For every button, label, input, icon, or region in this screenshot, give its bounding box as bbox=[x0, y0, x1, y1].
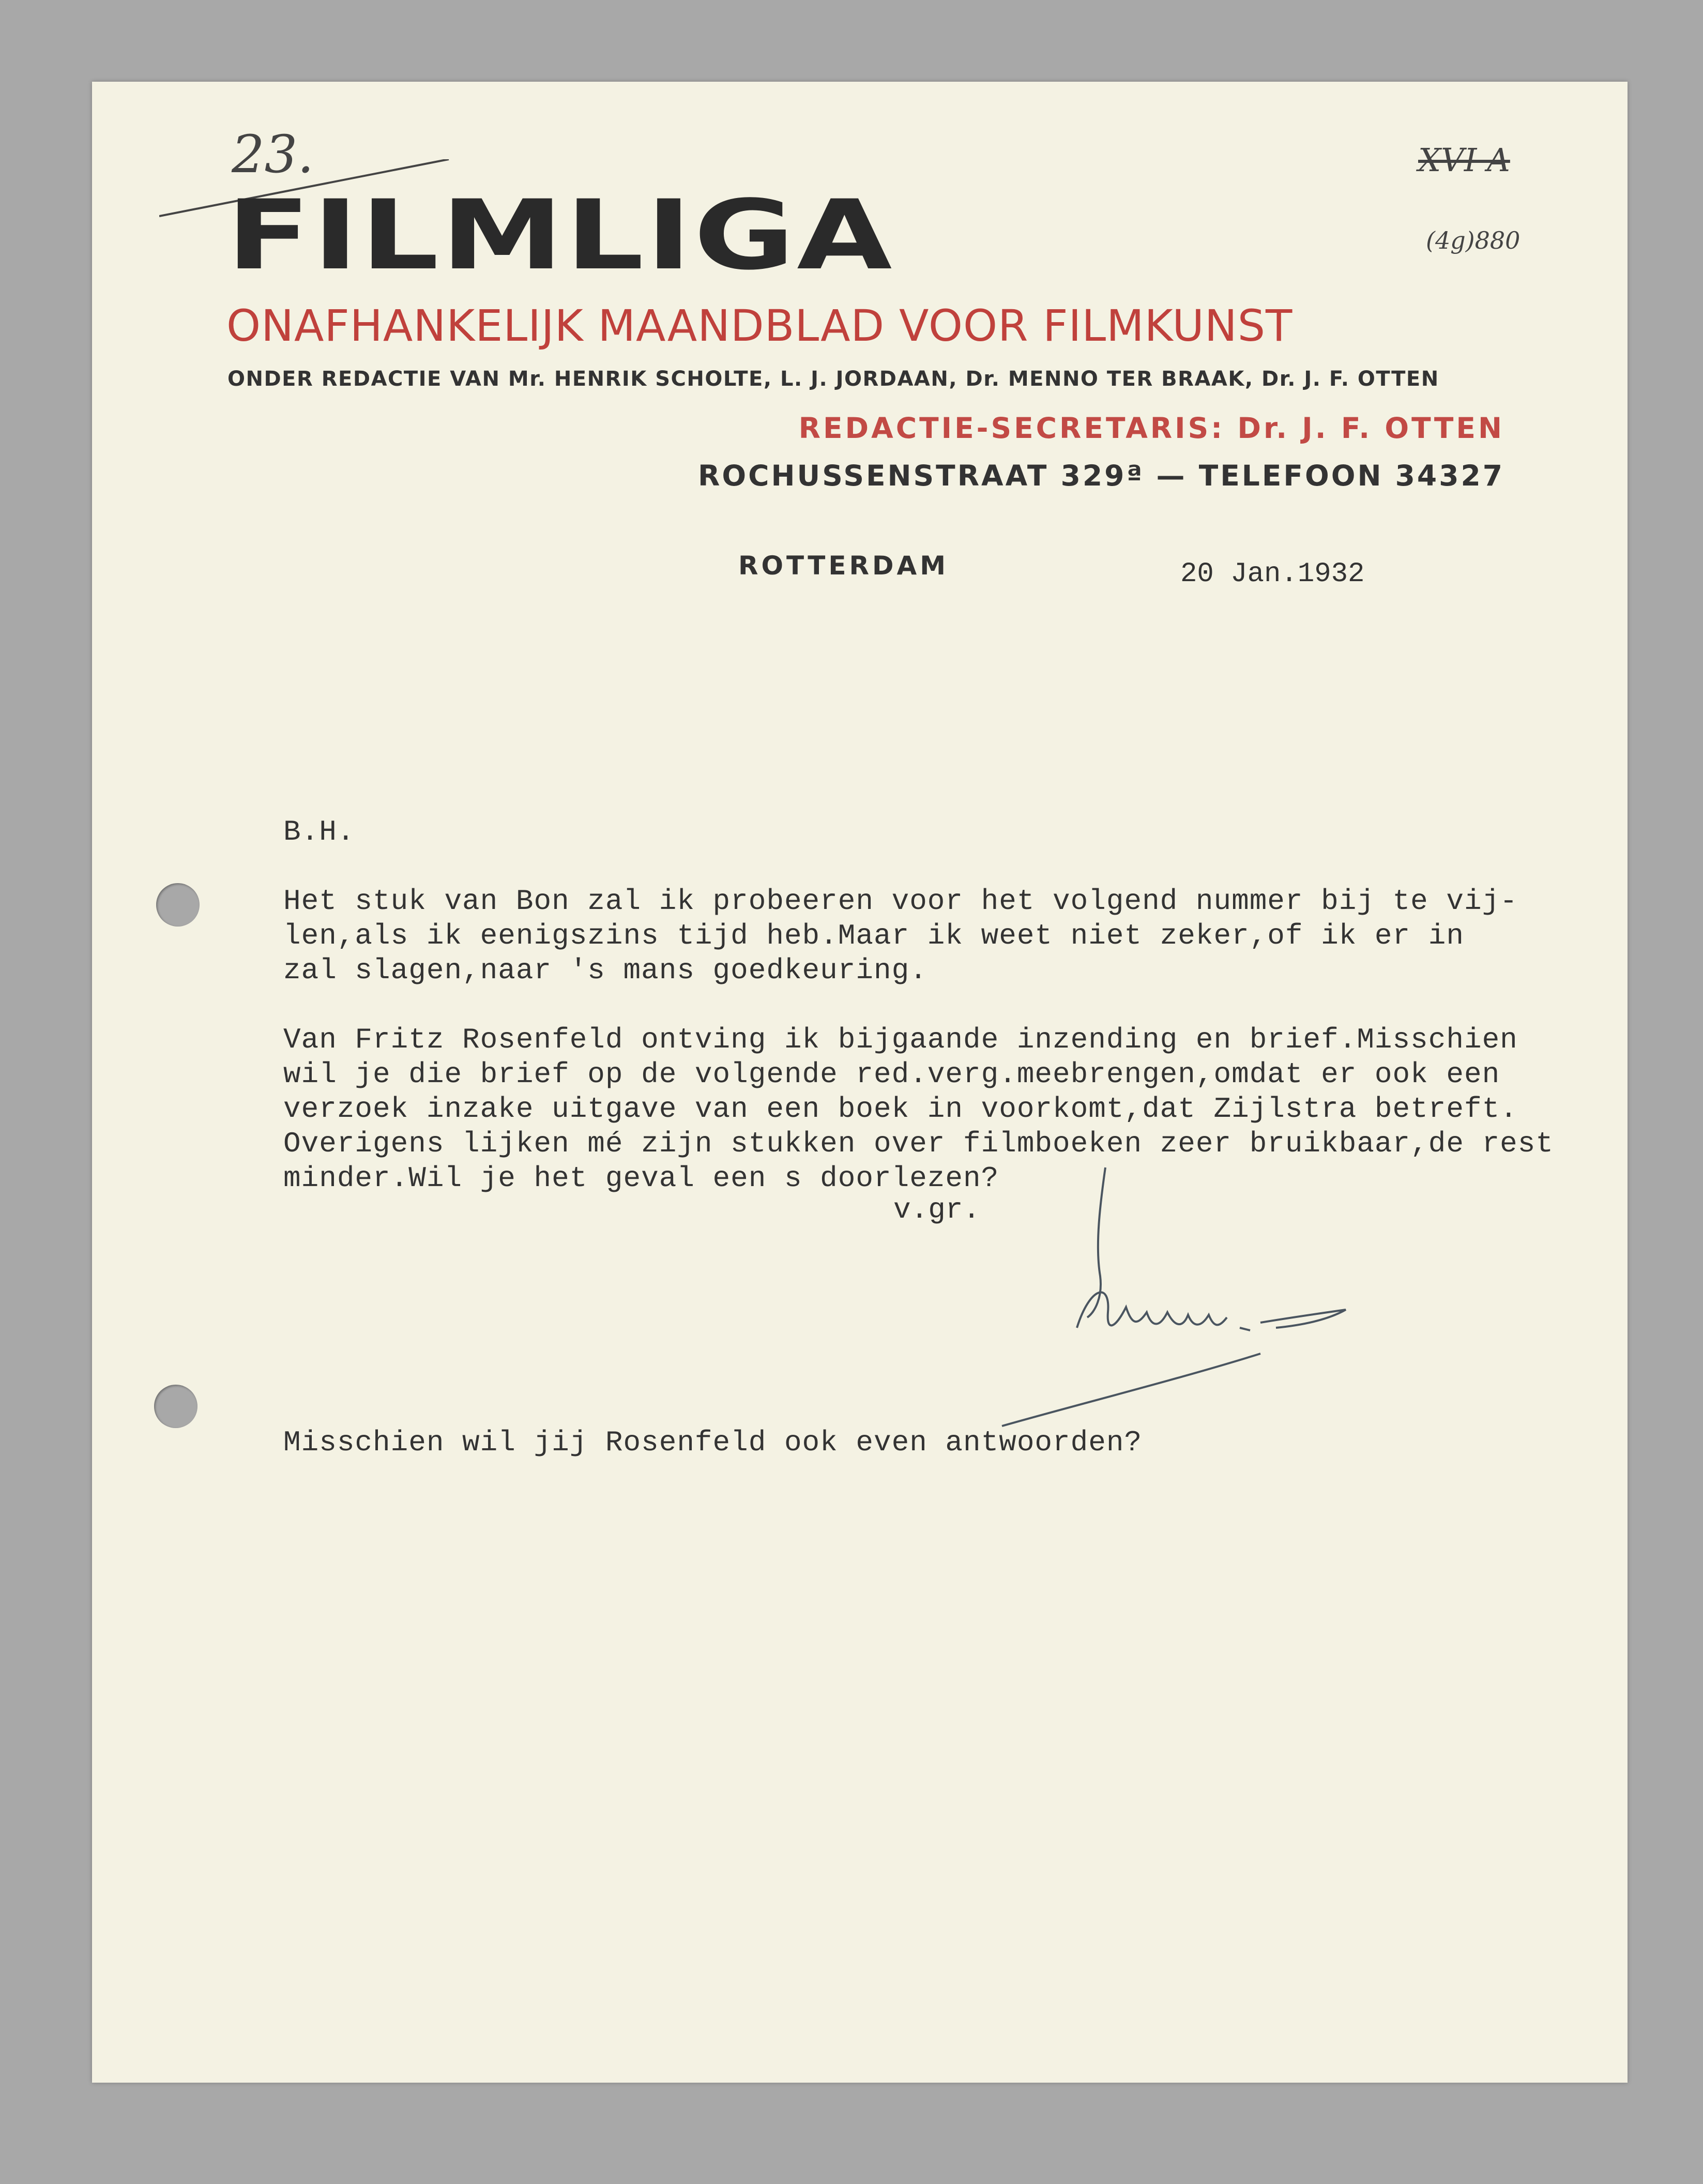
paragraph-2-line: verzoek inzake uitgave van een boek in voorkomt,dat Zijlstra betreft. bbox=[283, 1093, 1518, 1126]
binder-hole bbox=[154, 1385, 197, 1428]
letter-page bbox=[92, 82, 1628, 2083]
filmliga-logo: FILMLIGA bbox=[226, 179, 894, 292]
paragraph-2-line: Overigens lijken mé zijn stukken over filmboeken zeer bruikbaar,de rest bbox=[283, 1127, 1554, 1160]
binder-hole bbox=[156, 883, 200, 927]
letter-date: 20 Jan.1932 bbox=[1180, 558, 1365, 590]
secretary-line: REDACTIE-SECRETARIS: Dr. J. F. OTTEN bbox=[798, 412, 1504, 445]
handwritten-archive-reference: (4g)880 bbox=[1426, 226, 1520, 254]
handwritten-signature bbox=[971, 1157, 1364, 1447]
masthead-subtitle: ONAFHANKELIJK MAANDBLAD VOOR FILMKUNST bbox=[226, 300, 1293, 351]
paragraph-2-line: wil je die brief op de volgende red.verg.meebrengen,omdat er ook een bbox=[283, 1058, 1500, 1091]
paragraph-2-line: Van Fritz Rosenfeld ontving ik bijgaande inzending en brief.Misschien bbox=[283, 1023, 1518, 1056]
handwritten-archive-category: XVI A bbox=[1418, 141, 1510, 179]
salutation: B.H. bbox=[283, 815, 355, 848]
address-line: ROCHUSSENSTRAAT 329ª — TELEFOON 34327 bbox=[698, 459, 1504, 492]
editors-line: ONDER REDACTIE VAN Mr. HENRIK SCHOLTE, L. J. JORDAAN, Dr. MENNO TER BRAAK, Dr. J. F. OTTEN bbox=[227, 367, 1439, 391]
letter-body bbox=[283, 815, 1554, 1196]
handwritten-page-number: 23. bbox=[232, 124, 314, 185]
closing: v.gr. bbox=[893, 1193, 981, 1226]
paragraph-1-line: Het stuk van Bon zal ik probeeren voor het volgend nummer bij te vij- bbox=[283, 885, 1518, 918]
postscript: Misschien wil jij Rosenfeld ook even antwoorden? bbox=[283, 1426, 1143, 1459]
paragraph-1-line: len,als ik eenigszins tijd heb.Maar ik weet niet zeker,of ik er in bbox=[283, 919, 1464, 952]
paragraph-1-line: zal slagen,naar 's mans goedkeuring. bbox=[283, 954, 927, 987]
paragraph-2-line: minder.Wil je het geval een s doorlezen? bbox=[283, 1162, 999, 1195]
place-name: ROTTERDAM bbox=[738, 551, 949, 581]
